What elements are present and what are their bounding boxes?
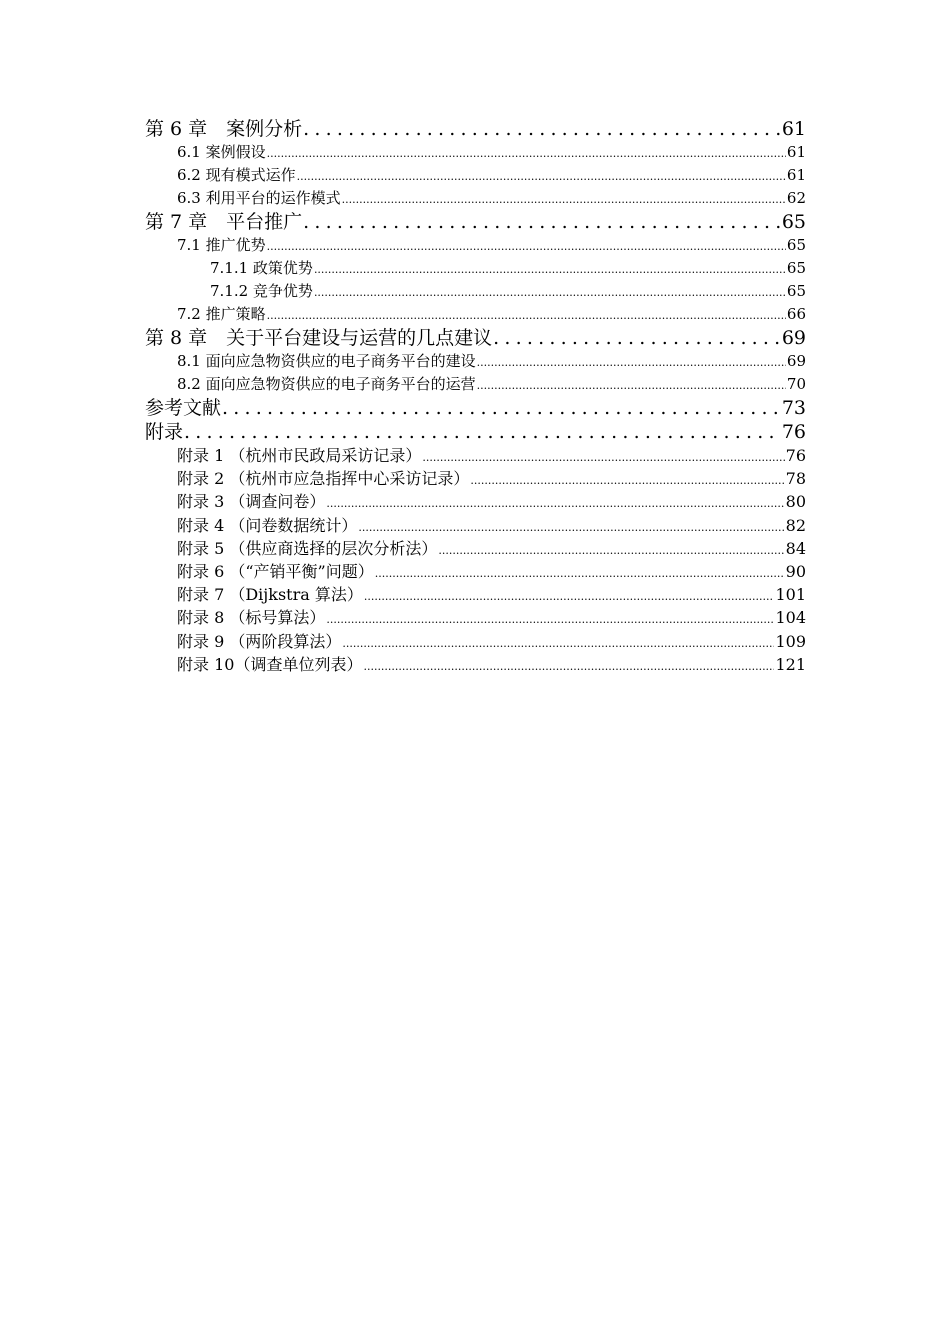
- toc-page-number: 65: [786, 259, 806, 277]
- table-of-contents: [145, 117, 806, 676]
- toc-entry[interactable]: [145, 234, 806, 257]
- toc-entry[interactable]: [145, 537, 806, 560]
- toc-dot-leader: [303, 210, 781, 234]
- toc-page-number: 104: [775, 608, 806, 628]
- toc-entry-title: 8.1 面向应急物资供应的电子商务平台的建设: [177, 352, 476, 370]
- toc-entry[interactable]: [145, 396, 806, 420]
- toc-dot-leader: [342, 187, 786, 210]
- toc-entry[interactable]: [145, 117, 806, 141]
- toc-entry[interactable]: [145, 257, 806, 280]
- toc-entry-title: 附录 5 （供应商选择的层次分析法）: [177, 538, 438, 558]
- toc-page-number: 76: [781, 421, 806, 443]
- toc-entry[interactable]: [145, 141, 806, 164]
- toc-page-number: 65: [781, 211, 806, 233]
- toc-dot-leader: [267, 303, 786, 326]
- toc-entry[interactable]: [145, 210, 806, 234]
- toc-entry-title: 7.1.2 竞争优势: [210, 282, 313, 300]
- toc-page-number: 61: [781, 118, 806, 140]
- toc-entry-title: 附录 3 （调查问卷）: [177, 492, 326, 512]
- toc-entry[interactable]: [145, 303, 806, 326]
- toc-entry[interactable]: [145, 280, 806, 303]
- toc-entry-title: 附录 7 （Dijkstra 算法）: [177, 585, 363, 605]
- toc-entry-title: 6.1 案例假设: [177, 143, 266, 161]
- toc-dot-leader: [470, 467, 784, 490]
- toc-entry[interactable]: [145, 187, 806, 210]
- toc-entry-title: 附录 2 （杭州市应急指挥中心采访记录）: [177, 469, 470, 489]
- toc-page-number: 121: [775, 654, 806, 674]
- toc-dot-leader: [267, 141, 786, 164]
- toc-dot-leader: [342, 630, 774, 653]
- toc-page-number: 70: [786, 375, 806, 393]
- toc-entry-title: 参考文献: [145, 397, 222, 419]
- toc-dot-leader: [493, 326, 781, 350]
- toc-dot-leader: [314, 280, 786, 303]
- toc-dot-leader: [422, 444, 784, 467]
- toc-dot-leader: [477, 350, 786, 373]
- toc-dot-leader: [326, 606, 774, 629]
- toc-dot-leader: [375, 560, 785, 583]
- toc-entry-title: 附录 6 （“产销平衡”问题）: [177, 561, 374, 581]
- toc-entry[interactable]: [145, 514, 806, 537]
- toc-entry[interactable]: [145, 467, 806, 490]
- toc-page-number: 101: [775, 585, 806, 605]
- toc-dot-leader: [326, 490, 784, 513]
- toc-entry-title: 第 8 章 关于平台建设与运营的几点建议: [145, 327, 493, 349]
- toc-page-number: 84: [785, 538, 806, 558]
- toc-page-number: 66: [786, 305, 806, 323]
- toc-entry[interactable]: [145, 326, 806, 350]
- toc-entry-title: 附录: [145, 421, 184, 443]
- toc-page-number: 76: [785, 446, 806, 465]
- toc-dot-leader: [314, 257, 786, 280]
- toc-entry[interactable]: [145, 583, 806, 606]
- toc-entry[interactable]: [145, 653, 806, 676]
- toc-dot-leader: [222, 396, 781, 420]
- toc-entry-title: 附录 8 （标号算法）: [177, 608, 326, 628]
- toc-entry-title: 第 7 章 平台推广: [145, 211, 303, 233]
- toc-entry-title: 8.2 面向应急物资供应的电子商务平台的运营: [177, 375, 476, 393]
- toc-dot-leader: [364, 583, 775, 606]
- toc-entry[interactable]: [145, 606, 806, 629]
- toc-entry-title: 6.2 现有模式运作: [177, 166, 296, 184]
- toc-entry-title: 7.1 推广优势: [177, 236, 266, 254]
- toc-page-number: 62: [786, 189, 806, 207]
- toc-dot-leader: [267, 234, 786, 257]
- toc-entry-title: 附录 4 （问卷数据统计）: [177, 515, 358, 535]
- toc-entry[interactable]: [145, 373, 806, 396]
- toc-page-number: 109: [775, 631, 806, 651]
- toc-entry[interactable]: [145, 420, 806, 444]
- toc-entry[interactable]: [145, 444, 806, 467]
- toc-dot-leader: [303, 117, 781, 141]
- toc-entry[interactable]: [145, 350, 806, 373]
- toc-page-number: 61: [786, 143, 806, 161]
- toc-page-number: 61: [786, 166, 806, 184]
- toc-dot-leader: [363, 653, 774, 676]
- toc-dot-leader: [477, 373, 786, 396]
- toc-page-number: 69: [781, 327, 806, 349]
- toc-entry-title: 第 6 章 案例分析: [145, 118, 303, 140]
- toc-entry[interactable]: [145, 560, 806, 583]
- toc-entry-title: 6.3 利用平台的运作模式: [177, 189, 341, 207]
- toc-page-number: 65: [786, 236, 806, 254]
- toc-entry-title: 7.2 推广策略: [177, 305, 266, 323]
- toc-entry[interactable]: [145, 630, 806, 653]
- toc-dot-leader: [184, 420, 781, 444]
- toc-page-number: 90: [785, 561, 806, 581]
- toc-entry-title: 附录 10（调查单位列表）: [177, 654, 363, 674]
- toc-dot-leader: [438, 537, 784, 560]
- toc-entry-title: 附录 9 （两阶段算法）: [177, 631, 342, 651]
- toc-page-number: 73: [781, 397, 806, 419]
- toc-page-number: 82: [785, 515, 806, 535]
- toc-entry[interactable]: [145, 490, 806, 513]
- toc-entry[interactable]: [145, 164, 806, 187]
- toc-page-number: 78: [785, 469, 806, 489]
- toc-dot-leader: [358, 514, 784, 537]
- toc-entry-title: 附录 1 （杭州市民政局采访记录）: [177, 446, 422, 465]
- toc-page-number: 69: [786, 352, 806, 370]
- toc-page-number: 80: [785, 492, 806, 512]
- toc-dot-leader: [297, 164, 786, 187]
- toc-page-number: 65: [786, 282, 806, 300]
- toc-entry-title: 7.1.1 政策优势: [210, 259, 313, 277]
